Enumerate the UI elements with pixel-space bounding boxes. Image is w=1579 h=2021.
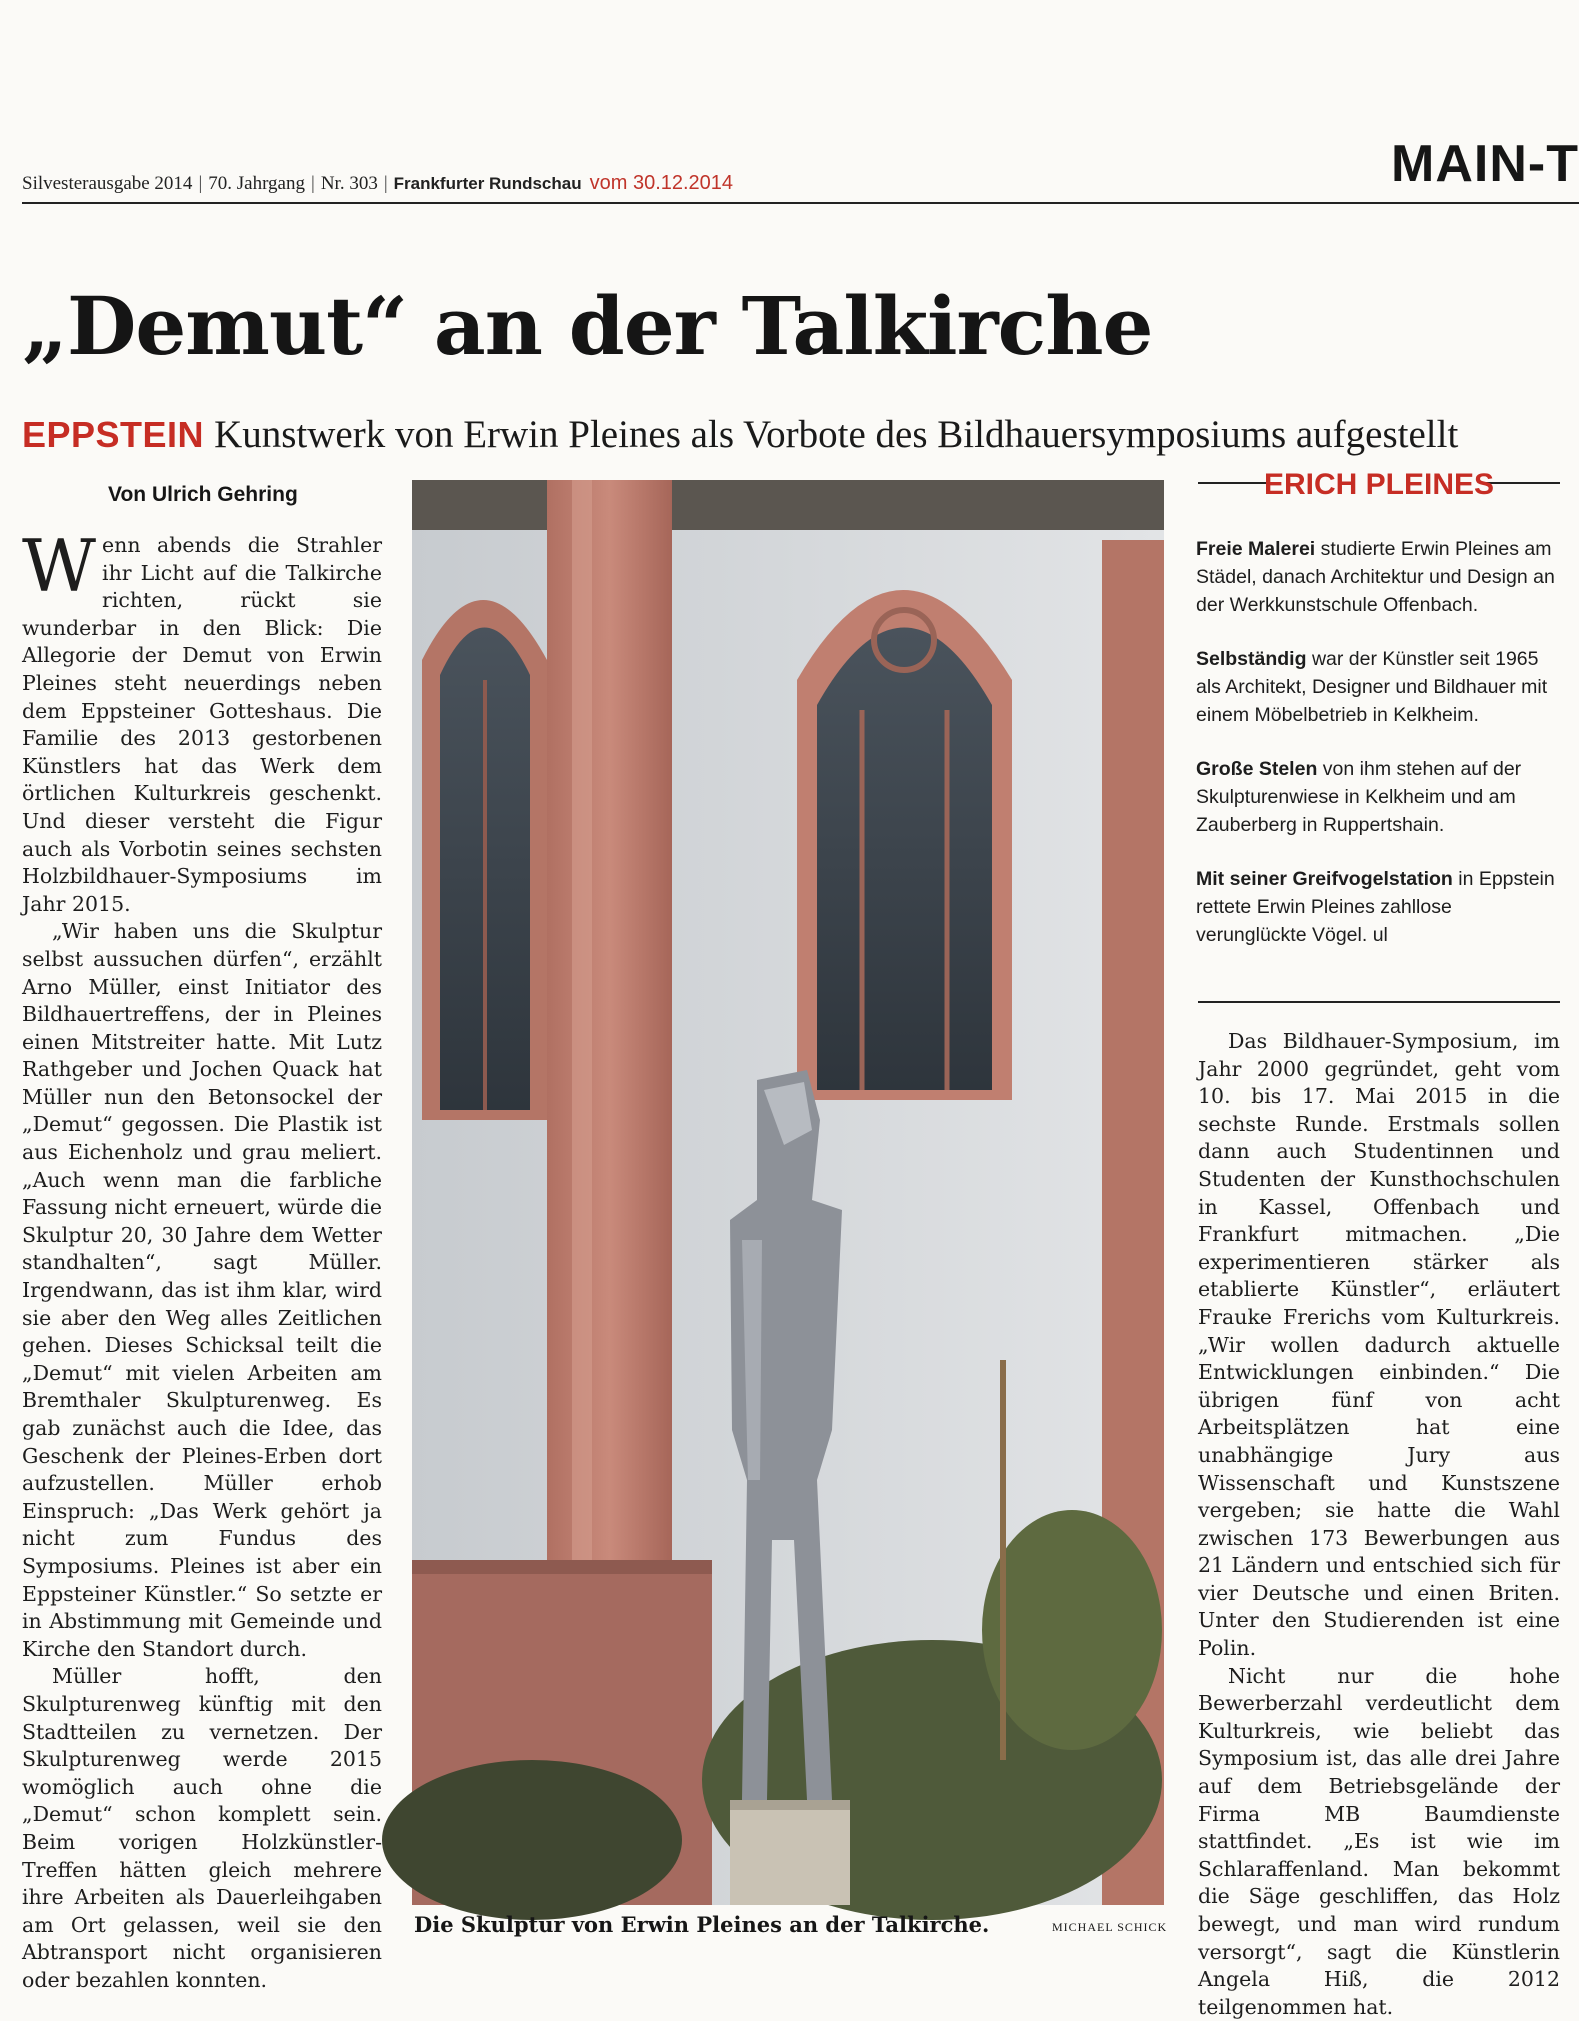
photo-caption: Die Skulptur von Erwin Pleines an der Talkirche. xyxy=(414,1912,990,1937)
infobox-item: Mit seiner Greifvogelstation in Eppstein rettete Erwin Pleines zahllose verunglückte Vögel. ul xyxy=(1196,868,1555,946)
article-paragraph: Wenn abends die Strahler ihr Licht auf die Talkirche richten, rückt sie wunderbar in den Blick: Die Allegorie der Demut von Erwin Pleines steht neuerdings neben dem Eppsteiner Gotteshaus. Die Familie des 2013 gestorbenen Künstlers hat das Werk dem örtlichen Kulturkreis geschenkt. Und dieser versteht die Figur auch als Vorbotin seines sechsten Holzbildhauer-Symposiums im Jahr 2015. xyxy=(22,524,382,916)
infobox-bottom-rule xyxy=(1198,1001,1560,1003)
article-paragraph: Müller hofft, den Skulpturenweg künftig mit den Stadtteilen zu vernetzen. Der Skulpturenweg werde 2015 womöglich auch ohne die „Demut“ schon komplett sein. Beim vorigen Holzkünstler-Treffen hätten gleich mehrere ihre Arbeiten als Dauerleihgaben am Ort gelassen, weil sie den Abtransport nicht organisieren oder bezahlen konnten. xyxy=(22,1664,382,1992)
article-photo xyxy=(412,480,1164,1905)
issue-date: vom 30.12.2014 xyxy=(589,172,734,194)
issue-label: Nr. 303 xyxy=(320,173,378,194)
photo-credit: MICHAEL SCHICK xyxy=(1052,1920,1168,1934)
article-column-right xyxy=(1198,1028,1560,2019)
church-sculpture-illustration xyxy=(412,480,1164,1905)
article-paragraph: Nicht nur die hohe Bewerberzahl verdeutlicht dem Kulturkreis, wie beliebt das Symposium ist, das alle drei Jahre auf dem Betriebsgelände der Firma MB Baumdienste stattfindet. „Es ist wie im Schlaraffenland. Man bekommt die Säge geschliffen, das Holz bewegt, und man wird rundum versorgt“, sagt die Künstlerin Angela Hiß, die 2012 teilgenommen hat. xyxy=(1198,1663,1560,2019)
infobox-item: Große Stelen von ihm stehen auf der Skulpturenwiese in Kelkheim und am Zauberberg in Ruppertshain. xyxy=(1196,758,1522,836)
article-headline: „Demut“ an der Talkirche xyxy=(22,279,1153,373)
infobox-item: Freie Malerei studierte Erwin Pleines am Städel, danach Architektur und Design an der Werkkunstschule Offenbach. xyxy=(1196,538,1555,616)
volume-label: 70. Jahrgang xyxy=(208,173,305,194)
paper-name: Frankfurter Rundschau xyxy=(393,174,582,193)
subheadline-text: Kunstwerk von Erwin Pleines als Vorbote des Bildhauersymposiums aufgestellt xyxy=(214,413,1459,456)
article-column-left xyxy=(22,524,382,1992)
section-title: MAIN-T xyxy=(1391,135,1579,193)
infobox xyxy=(1196,535,1560,975)
top-divider xyxy=(22,202,1579,204)
article-subheadline xyxy=(22,412,1458,457)
byline: Von Ulrich Gehring xyxy=(108,483,298,506)
masthead: Silvesterausgabe 2014 | 70. Jahrgang | Nr. 303 | Frankfurter Rundschau vom 30.12.2014 xyxy=(22,172,734,194)
edition-label: Silvesterausgabe 2014 xyxy=(22,173,193,194)
infobox-item: Selbständig war der Künstler seit 1965 als Architekt, Designer und Bildhauer mit einem Möbelbetrieb in Kelkheim. xyxy=(1196,648,1548,726)
article-paragraph: „Wir haben uns die Skulptur selbst aussuchen dürfen“, erzählt Arno Müller, einst Initiator des Bildhauertreffens, der in Pleines einen Mitstreiter hatte. Mit Lutz Rathgeber und Jochen Quack hat Müller nun den Betonsockel der „Demut“ gegossen. Die Plastik ist aus Eichenholz und grau meliert. „Auch wenn man die farbliche Fassung nicht erneuert, würde die Skulptur 20, 30 Jahre dem Wetter standhalten“, sagt Müller. Irgendwann, das ist ihm klar, wird sie aber den Weg alles Zeitlichen gehen. Dieses Schicksal teilt die „Demut“ mit vielen Arbeiten am Bremthaler Skulpturenweg. Es gab zunächst auch die Idee, das Geschenk der Pleines-Erben dort aufzustellen. Müller erhob Einspruch: „Das Werk gehört ja nicht zum Fundus des Symposiums. Pleines ist aber ein Eppsteiner Künstler.“ So setzte er in Abstimmung mit Gemeinde und Kirche den Standort durch. xyxy=(22,919,382,1661)
infobox-header xyxy=(1198,468,1560,512)
article-paragraph: Das Bildhauer-Symposium, im Jahr 2000 gegründet, geht vom 10. bis 17. Mai 2015 in die sechste Runde. Erstmals sollen dann auch Studentinnen und Studenten der Kunsthochschulen in Kassel, Offenbach und Frankfurt mitmachen. „Die experimentieren stärker als etablierte Künstler“, erläutert Frauke Frerichs vom Kulturkreis. „Wir wollen dadurch aktuelle Entwicklungen einbinden.“ Die übrigen fünf von acht Arbeitsplätzen hat eine unabhängige Jury aus Wissenschaft und Kunstszene vergeben; sie hatte die Wahl zwischen 173 Bewerbungen aus 21 Ländern und entschied sich für vier Deutsche und einen Briten. Unter den Studierenden ist eine Polin. xyxy=(1198,1029,1560,1661)
location-kicker: EPPSTEIN xyxy=(22,414,205,455)
drop-cap: W xyxy=(22,524,97,608)
infobox-title: ERICH PLEINES xyxy=(1263,468,1495,501)
